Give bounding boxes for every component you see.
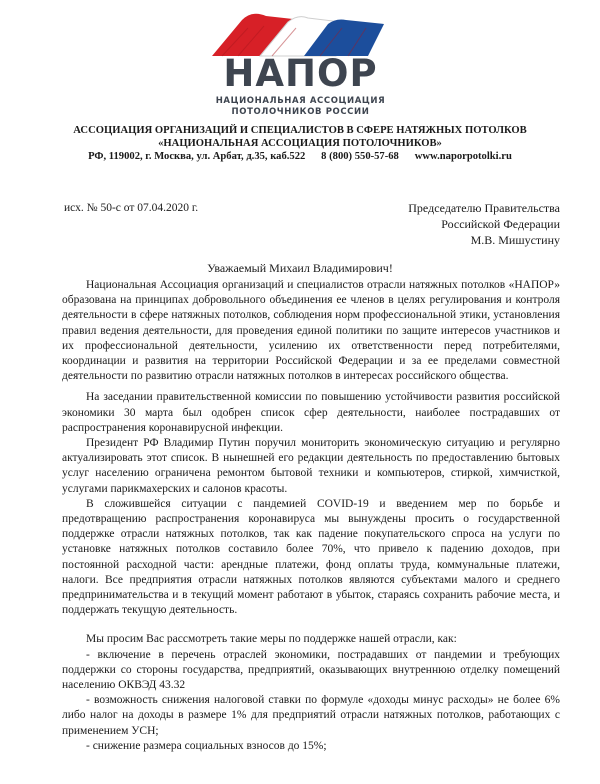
addressee-line1: Председателю Правительства [408,201,560,215]
logo-wordmark: НАПОР [223,52,378,95]
logo-subtitle-line2: ПОТОЛОЧНИКОВ РОССИИ [231,107,370,117]
outgoing-reference: исх. № 50-с от 07.04.2020 г. [64,202,199,214]
organization-header [40,124,560,163]
letter-body [62,278,560,754]
list-item-social-contributions: - снижение размера социальных взносов до 15%; [86,739,327,752]
addressee-line3: М.В. Мишустину [470,233,560,247]
list-item-okved: - включение в перечень отраслей экономики, пострадавших от пандемии и требующих поддержки со стороны государства, предприятий, оказывающих внутреннюю отделку помещений населению ОКВЭД 43.32 [62,648,560,692]
logo-wave-graphic [208,10,394,58]
org-name-line: АССОЦИАЦИЯ ОРГАНИЗАЦИЙ И СПЕЦИАЛИСТОВ В СФЕРЕ НАТЯЖНЫХ ПОТОЛКОВ [73,125,527,136]
paragraph-about-association: Национальная Ассоциация организаций и специалистов отрасли натяжных потолков «НАПОР» образована на принципах добровольного объединения ее членов в целях регулирования и контроля деятельности в сфере натяжных потолков, соблюдения норм профессиональной этики, установления правил ведения деятельности, для проведения единой политики по защите интересов участников и их профессиональной деятельности, усилению их ответственности перед потребителями, координации и развития на территории Российской Федерации и за ее пределами совместной деятельности по развитию отрасли натяжных потолков в интересах российского общества. [62,279,560,383]
list-item-tax-rate: - возможность снижения налоговой ставки по формуле «доходы минус расходы» не более 6% либо налог на доходы в размере 1% для предприятий отрасли натяжных потолков, работающих с применением УСН; [62,694,560,737]
paragraph-government-commission: На заседании правительственной комиссии по повышению устойчивости развития российской экономики 30 марта был одобрен список сфер деятельности, наиболее пострадавших от распространения коронавирусной инфекции. [62,391,560,434]
logo-subtitle-line1: НАЦИОНАЛЬНАЯ АССОЦИАЦИЯ [215,96,386,106]
letterhead-logo [0,0,600,122]
paragraph-president-instruction: Президент РФ Владимир Путин поручил мониторить экономическую ситуацию и регулярно актуализировать этот список. В нынешней его редакции деятельность по предоставлению бытовых услуг населению ограничена ремонтом бытовой техники и компьютеров, стиркой, химчисткой, услугами парикмахерских и салонов красоты. [62,437,560,495]
addressee-block [408,200,560,248]
letter-greeting: Уважаемый Михаил Владимирович! [207,261,393,275]
addressee-line2: Российской Федерации [441,217,560,231]
paragraph-covid-situation: В сложившейся ситуации с пандемией COVID-19 и введением мер по борьбе и предотвращению распространения коронавируса мы вынуждены просить о государственной поддержке отрасли натяжных потолков, так как падение покупательского спроса на услуги по установке натяжных потолков составило более 70%, что привело к падению доходов, при постоянной расходной части: арендные платежи, фонд оплаты труда, коммунальные платежи, налоги. Все предприятия отрасли натяжных потолков являются субъектами малого и среднего предпринимательства и в текущий момент работают в убыток, стараясь сохранить рабочие места, и поддержать текущую деятельность. [62,497,560,617]
org-contacts-line: РФ, 119002, г. Москва, ул. Арбат, д.35, каб.522 8 (800) 550-57-68 www.naporpotolki.ru [88,151,512,162]
paragraph-request-intro: Мы просим Вас рассмотреть такие меры по поддержке нашей отрасли, как: [86,633,457,646]
org-short-name-line: «НАЦИОНАЛЬНАЯ АССОЦИАЦИЯ ПОТОЛОЧНИКОВ» [158,138,442,149]
